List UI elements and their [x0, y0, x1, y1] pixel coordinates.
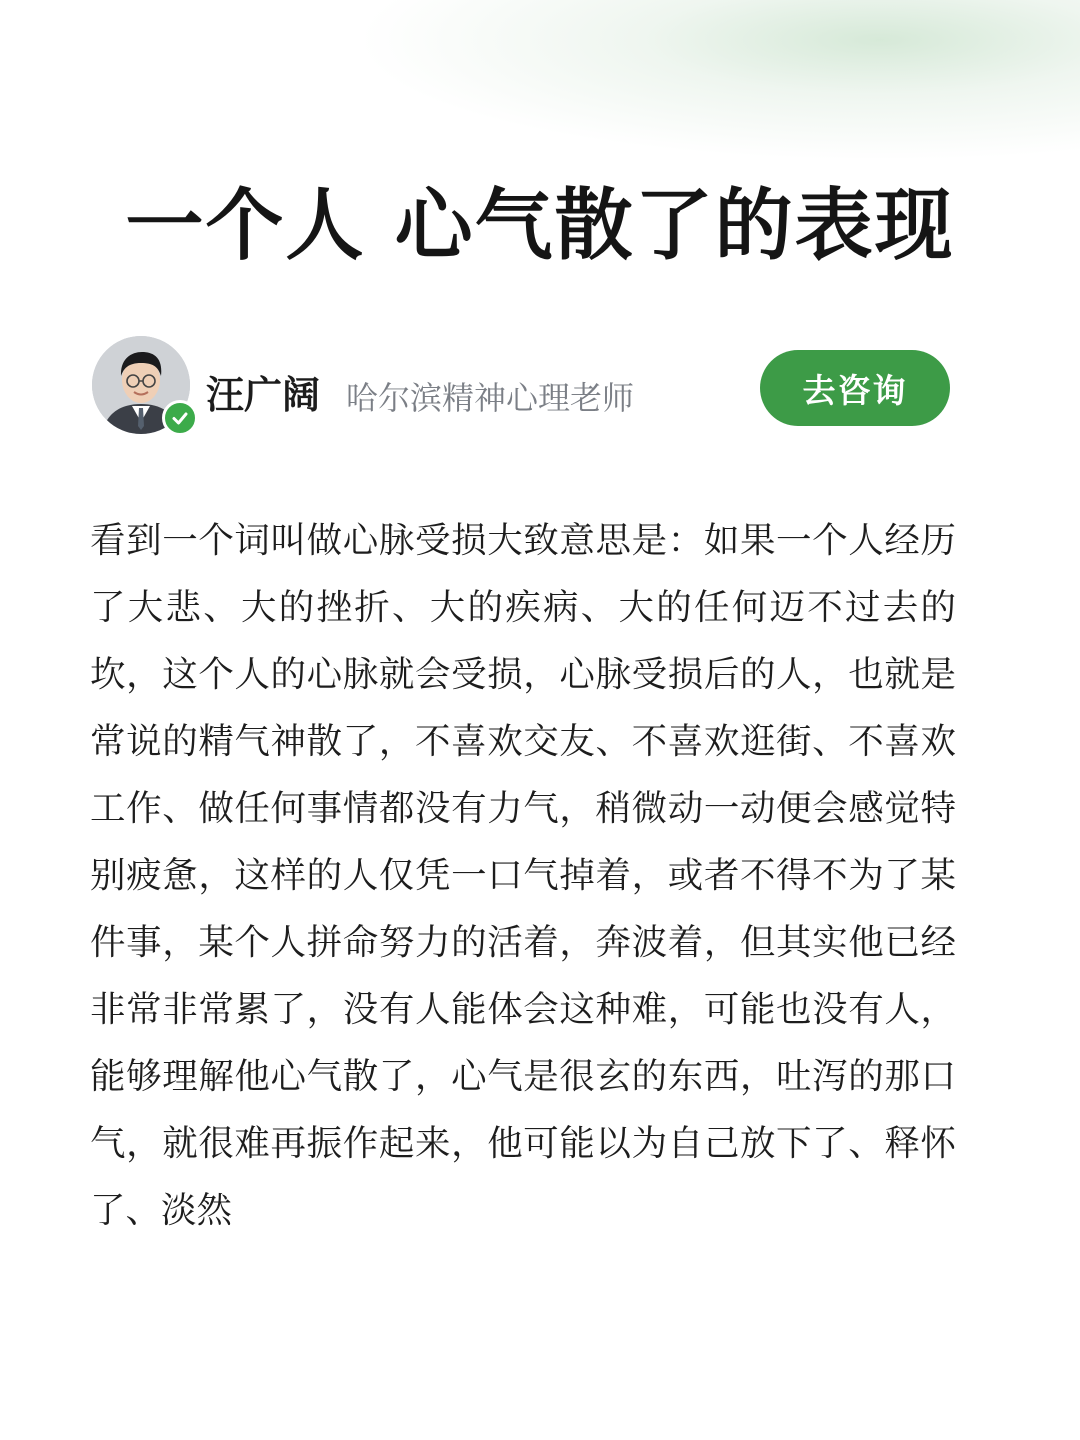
- text-fade-overlay: [128, 1235, 648, 1305]
- article-body: 看到一个词叫做心脉受损大致意思是：如果一个人经历了大悲、大的挫折、大的疾病、大的任何迈不过去的坎，这个人的心脉就会受损，心脉受损后的人，也就是常说的精气神散了，不喜欢交友、不喜欢逛街、不喜欢工作、做任何事情都没有力气，稍微动一动便会感觉特别疲惫，这样的人仅凭一口气掉着，或者不得不为了某件事，某个人拼命努力的活着，奔波着，但其实他已经非常非常累了，没有人能体会这种难，可能也没有人，能够理解他心气散了，心气是很玄的东西，吐泻的那口气，就很难再振作起来，他可能以为自己放下了、释怀了、淡然: [90, 520, 956, 1231]
- page-title: 一个人 心气散了的表现: [125, 181, 955, 271]
- author-row: [92, 334, 952, 434]
- author-name[interactable]: 汪广阔: [206, 373, 321, 417]
- author-title: 哈尔滨精神心理老师: [346, 379, 635, 417]
- top-background-glow: [0, 0, 1080, 170]
- check-badge-icon: [162, 400, 198, 436]
- consult-button[interactable]: 去咨询: [760, 350, 950, 426]
